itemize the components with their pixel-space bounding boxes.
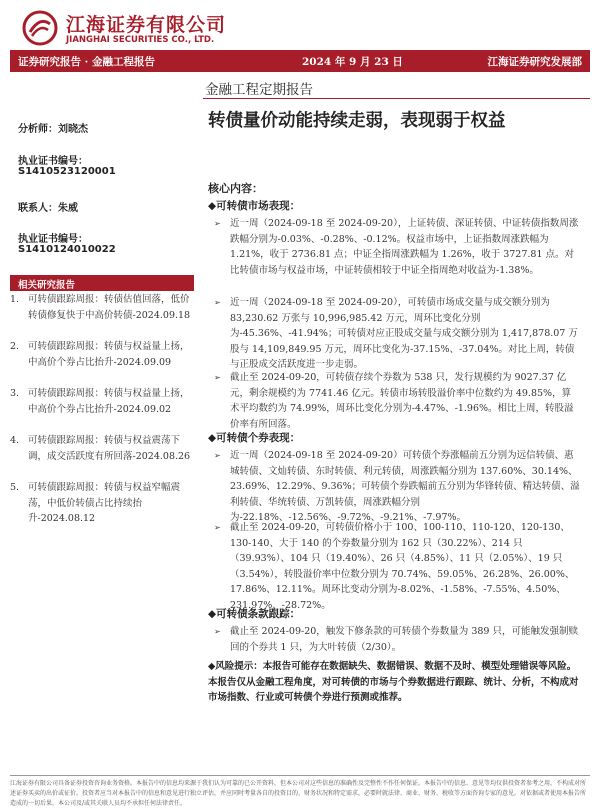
- arrow-right-icon: ➢: [214, 627, 221, 636]
- analyst-1-cert-id: S1410523120001: [18, 166, 116, 177]
- analyst-1-cert-label: 执业证书编号：: [18, 156, 88, 167]
- brand-header: [22, 8, 262, 48]
- analyst-1: [18, 120, 88, 135]
- footer-divider: [10, 775, 590, 776]
- arrow-right-icon: ➢: [214, 298, 221, 307]
- contact-role-label: 联系人：: [18, 203, 58, 214]
- report-date: 2024 年 9 月 23 日: [302, 56, 403, 68]
- core-content-heading: 核心内容：: [208, 182, 263, 195]
- arrow-right-icon: ➢: [214, 451, 221, 460]
- report-header-band: [10, 50, 590, 72]
- analyst-name: 刘晓杰: [58, 124, 88, 135]
- section-clause-tracking-title: ◆可转债条款跟踪：: [208, 608, 301, 620]
- report-type: 金融工程定期报告: [205, 82, 313, 98]
- report-category: 证券研究报告 · 金融工程报告: [18, 56, 155, 68]
- jianghai-logo-icon: [22, 10, 58, 46]
- contact-1-cert-id: S1410124010022: [18, 244, 116, 255]
- company-name-cn: 江海证券有限公司: [66, 14, 227, 36]
- contact-1-cert-label: 执业证书编号：: [18, 234, 88, 245]
- report-type-divider: [203, 98, 590, 99]
- arrow-right-icon: ➢: [214, 523, 221, 532]
- section-market-performance-title: ◆可转债市场表现：: [208, 200, 301, 212]
- contact-name: 朱威: [58, 203, 78, 214]
- disclaimer-footer: 江海证券有限公司具备证券投资咨询业务资格。本报告中的信息均来源于我们认为可靠的已公开资料，但本公司对这些信息的准确性及完整性不作任何保证。本报告中的信息、意见等均仅供投资者参考之用，不构成对所述证券买卖的出价或征价。投资者应当对本报告中的信息和意见进行独立评估，并应同时考量各自的投资目的、财务状况和特定需求，必要时就法律、商业、财务、税收等方面咨询专家的意见。对依据或者使用本报告所造成的一切后果，本公司及/或其关联人员均不承担任何法律责任。: [10, 780, 587, 807]
- company-name-en: JIANGHAI SECURITIES CO., LTD.: [66, 35, 215, 45]
- research-department: 江海证券研究发展部: [487, 56, 582, 68]
- page-title: 转债量价动能持续走弱，表现弱于权益: [208, 111, 506, 131]
- contact-1: [18, 199, 78, 214]
- arrow-right-icon: ➢: [214, 373, 221, 382]
- related-research-heading: 相关研究报告: [10, 275, 194, 291]
- arrow-right-icon: ➢: [214, 219, 221, 228]
- section-individual-bonds-title: ◆可转债个券表现：: [208, 432, 301, 444]
- analyst-role-label: 分析师：: [18, 124, 58, 135]
